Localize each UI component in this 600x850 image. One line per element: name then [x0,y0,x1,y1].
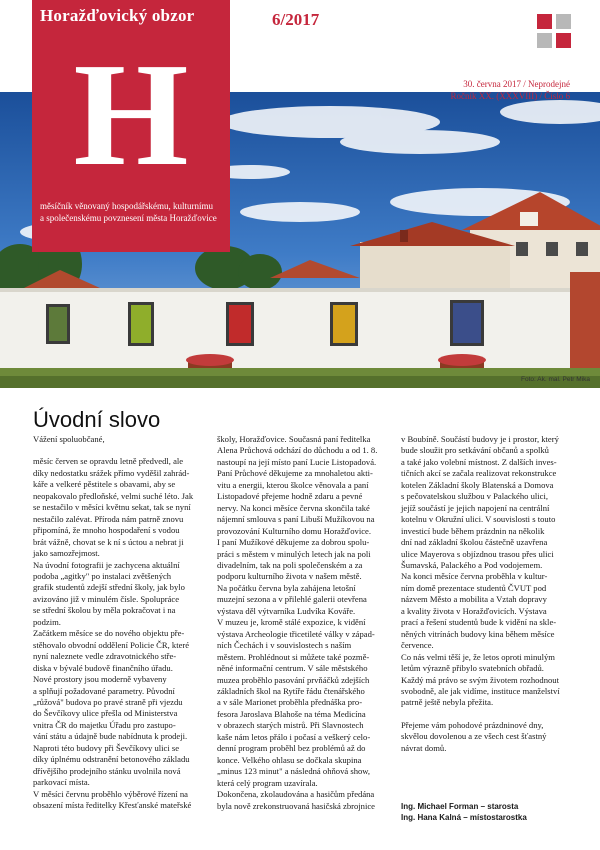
article-line: díky úplnému odstranění betonového základu [33,754,190,765]
article-line: podzim. [33,616,61,627]
article-line: muzea proběhlo pasování prvňáčků zdejších [217,674,370,685]
cover-hero [0,0,600,388]
article-line: Šumavská, Palackého a Pod vodojemem. [401,559,543,570]
article-line: Co nás velmi těší je, že letos oproti minulým [401,651,555,662]
article-line: jako samozřejmost. [33,548,100,559]
article-line: dní nad základní školou částečně uzavřena [401,537,548,548]
article-line: ním domě prezentace studentů ČVUT pod [401,582,547,593]
article-line: byla nově zrekonstruovaná hasičská zbrojnice [217,800,375,811]
article-line: výstava děl výtvarníka Ludvíka Kováře. [217,605,356,616]
article-line: něné informační centrum. V sále městského [217,663,368,674]
article-line: v obrazech starých mistrů. Při Slavnostech [217,720,364,731]
article-line: Na úvodní fotografii je zachycena aktuální [33,559,180,570]
signature-block [401,801,527,823]
article-line: kotelnu v Okružní ulici. V souvislosti s touto [401,514,556,525]
article-line: Dokončena, zkolaudována a hasičům předána [217,789,375,800]
signature-deputy: Ing. Hana Kalná – místostarostka [401,813,527,822]
article-line: Začátkem měsíce se do nového objektu pře- [33,628,185,639]
article-line: nestačilo zalévat. Příroda nám patrně znovu [33,513,184,524]
article-line: školy, Horažďovice. Současná paní ředitelka [217,434,371,444]
article-line: nájemní smlouva s paní Libuší Mužíkovou na [217,514,375,525]
article-line: Alena Průchová odchází do důchodu a od 1. 8. [217,445,378,456]
issue-volume: Ročník XX. (XXXVIII) / Číslo 6 [450,91,570,101]
decorative-squares-icon [537,14,571,48]
article-line: kotelen Základní školy Blatenská a Domova [401,479,554,490]
article-line: Paní Průchové děkujeme za mnohaletou akti- [217,468,373,479]
article-line: a kvality života v Horažďovicích. Výstava [401,605,547,616]
article-line: brát vážně, chovat se k ní s úctou a nebrat ji [33,536,184,547]
article-line: stěhovalo obvodní oddělení Policie ČR, které [33,639,190,650]
article-line: práci s městem v minulých letech jak na poli [217,548,371,559]
article-line: provozování Kulturního domu Horažďovice. [217,525,371,536]
article-line: konce. Velkého ohlasu se dočkala skupina [217,754,362,765]
article-line: v Boubíně. Součástí budovy je i prostor, který [401,434,559,444]
article-line: července. [401,640,434,651]
article-line: městem. Prohlédnout si můžete také pozmě- [217,651,370,662]
article-line: I paní Mužíkové děkujeme za dobrou spolu- [217,537,370,548]
article-line: denní program proběhl bez problémů až do [217,743,366,754]
article-line: divadelním, tak na poli společenském a za [217,559,363,570]
article-column-3 [401,434,573,754]
tagline-line: měsíčník věnovaný hospodářskému, kulturnímu [40,201,213,211]
issue-meta [451,78,571,102]
article-line: Nové prostory jsou moderně vybaveny [33,674,167,685]
magazine-title: Horažďovický obzor [40,6,195,25]
article-line: do Ševčíkovy ulice přešla od Ministerstva [33,708,178,719]
article-line: jejíž součástí je jejich napojení na centrální [401,502,550,513]
article-line: Každý má právo se svým životem rozhodnout [401,674,559,685]
article-line: díky nedostatku srážek přímo vyděšil zahrád- [33,467,190,478]
article-line: Na počátku června byla zahájena letošní [217,582,356,593]
article-line: základních škol na Rytíře řádu čtenářského [217,685,365,696]
article-line: něných vitrínách budovy kina během měsíce [401,628,555,639]
article-line: vitu a energii, kterou školce věnovala a paní [217,479,369,490]
article-line: prací a řešení studentů bude k vidění na skle- [401,617,557,628]
article-line: Naproti této budovy při Ševčíkovy ulici se [33,742,180,753]
issue-number: 6/2017 [272,10,320,29]
article-line: vnitra ČR do majetku Úřadu pro zastupo- [33,719,176,730]
article-line: investicí bude během prázdnin na několik [401,525,545,536]
article-line: muzejní sezona a v přilehlé galerii otevřena [217,594,367,605]
article-line: kaše nám letos přálo i počasí a veškerý celo- [217,731,371,742]
article-line: grafik studentů zdejší střední školy, jak bylo [33,582,185,593]
article-line: Na konci měsíce června proběhla v kultur- [401,571,548,582]
article-line: tičních akcí se začala realizovat rekonstrukce [401,468,557,479]
article-title: Úvodní slovo [33,406,161,432]
article-column-1 [33,434,204,812]
article-line: Přejeme vám pohodové prázdninové dny, [401,719,544,730]
article-line: podporu kulturního života v našem městě. [217,571,362,582]
issue-date: 30. června 2017 / Neprodejné [463,79,570,89]
photo-credit: Foto: Ak. mal. Petr Mika [521,376,590,383]
article-line: „růžová" budova po pravé straně při vjezdu [33,696,183,707]
article-line: káře a velkeré pěstitele s obavami, aby se [33,479,176,490]
article-line: názvem Město a mobilita a Vztah dopravy [401,594,547,605]
article-line: diska v bývalé budově finančního úřadu. [33,662,173,673]
article-line: nastoupí na její místo paní Lucie Listopadová. [217,456,377,467]
article-line: návrat domů. [401,742,447,753]
article-line: a splňují požadované parametry. Původní [33,685,175,696]
article-line: ulice Mayerova s objízdnou trasou přes ulici [401,548,554,559]
article-line: která celý program uzavírala. [217,777,318,788]
article-line: V muzeu je, kromě stálé expozice, k vidění [217,617,366,628]
article-line: V měsíci červnu proběhlo výběrové řízení na [33,788,188,799]
article-line: se nestačilo v měsíci květnu sekat, tak se nyní [33,502,191,513]
article-line: parkovací místa. [33,777,90,788]
article-line: dřívějšího prodejního stánku uvolnila nová [33,765,181,776]
article-line: nervy. Na konci měsíce června skončila také [217,502,370,513]
article-line: patrně ještě nebyla přežita. [401,697,494,708]
article-line: výstava Archeologie třicetileté války v západ- [217,628,375,639]
article-line: měsíc červen se opravdu letně předvedl, ale [33,456,184,467]
article-line: Listopadové přejeme hodně zdaru a pevné [217,491,363,502]
article-line: a v sále Marionet proběhla přednáška pro- [217,697,363,708]
article-line: připomíná, že mnoho hospodaření s vodou [33,525,180,536]
article-line: skvělou dovolenou a ze všech cest šťastný [401,731,547,742]
article-line: a také jako volební místnost. Z dalších inves- [401,456,557,467]
article-line: neopakovalo předloňské, velmi suché léto. Jak [33,490,194,501]
article-line: bude sloužit pro setkávání občanů a spolků [401,445,549,456]
tagline-line: a společenskému povznesení města Horažďovice [40,213,217,223]
article-line: svobodně, ale jak vidíme, instituce manželství [401,685,560,696]
masthead-block [32,0,230,252]
article-line: obsazení místa ředitelky Křesťanské mateřské [33,800,192,811]
article-line: ních Čechách i v souvislostech s naším [217,640,352,651]
masthead-logo-letter: H [73,33,189,197]
article-line: vání státu a údajně bude nabídnuta k prodeji. [33,731,188,742]
article-line: s pečovatelskou službou v Palackého ulici, [401,491,549,502]
article-line: podoba „agitky" po instalaci zvětšených [33,570,172,581]
article-line: avizováno již v minulém čísle. Spolupráce [33,593,180,604]
magazine-tagline [40,200,226,224]
article-column-2 [217,434,388,812]
article-line: fesora Jaroslava Blahoše na téma Medicína [217,708,366,719]
article-line: se střední školou by měla pokračovat i na [33,605,176,616]
article-line: Vážení spoluobčané, [33,434,105,444]
signature-mayor: Ing. Michael Forman – starosta [401,802,519,811]
article-line: „minus 123 minut" a následná ohňová show, [217,766,371,777]
article-line: letům výrazně přibylo svatebních obřadů. [401,663,544,674]
article-line: nyní naleznete vedle zdravotnického stře- [33,651,177,662]
